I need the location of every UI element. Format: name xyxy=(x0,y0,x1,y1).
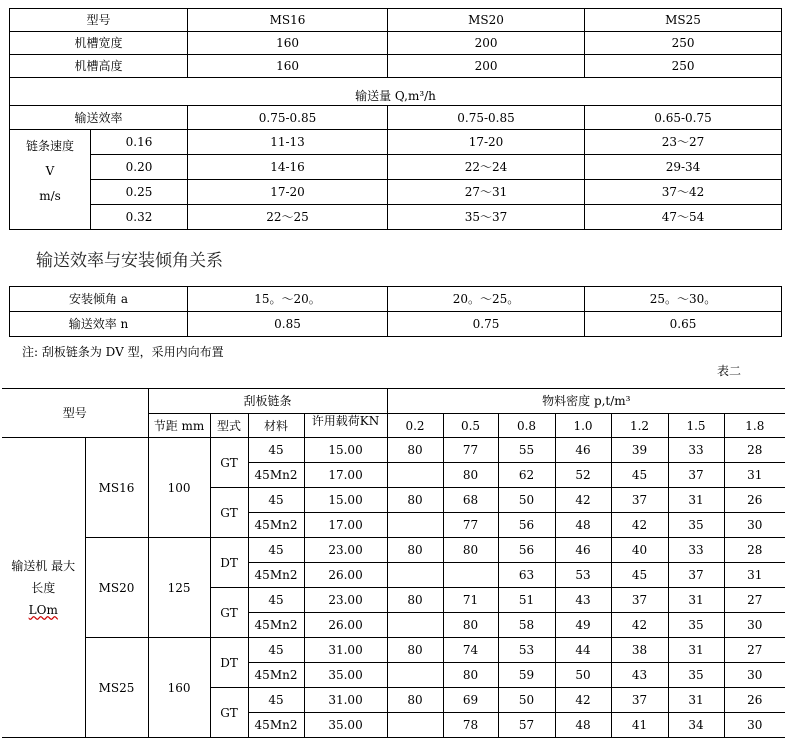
length-label-line: LOm xyxy=(28,602,58,617)
model-ms16: MS16 xyxy=(188,9,388,32)
table-row xyxy=(10,287,782,312)
length-value-cell: 46 xyxy=(555,438,611,463)
load-header: 许用载荷KN xyxy=(304,414,387,438)
length-value-cell: 74 xyxy=(443,638,498,663)
table-cell: 160 xyxy=(188,55,388,78)
table-cell: 25。～30。 xyxy=(585,287,782,312)
length-value-cell xyxy=(387,513,443,538)
table-cell: 20。～25。 xyxy=(388,287,585,312)
table-cell: 29-34 xyxy=(585,155,782,180)
length-value-cell: 80 xyxy=(443,613,498,638)
material-cell: 45Mn2 xyxy=(248,513,304,538)
table-row xyxy=(10,55,782,78)
load-cell: 31.00 xyxy=(304,688,387,713)
model-header: 型号 xyxy=(2,389,148,438)
length-value-cell: 35 xyxy=(668,613,724,638)
length-value-cell: 57 xyxy=(498,713,555,738)
length-value-cell: 37 xyxy=(611,488,668,513)
length-value-cell: 31 xyxy=(668,588,724,613)
density-col-header: 1.5 xyxy=(668,414,724,438)
type-cell: GT xyxy=(210,488,248,538)
length-value-cell: 80 xyxy=(443,538,498,563)
load-cell: 15.00 xyxy=(304,438,387,463)
load-cell: 35.00 xyxy=(304,713,387,738)
type-header: 型式 xyxy=(210,414,248,438)
length-value-cell xyxy=(387,663,443,688)
row-label: 安装倾角 a xyxy=(10,287,188,312)
length-value-cell: 34 xyxy=(668,713,724,738)
table-cell: 0.75 xyxy=(388,312,585,337)
length-value-cell: 44 xyxy=(555,638,611,663)
length-value-cell: 31 xyxy=(668,638,724,663)
length-value-cell: 33 xyxy=(668,438,724,463)
row-label: 机槽高度 xyxy=(10,55,188,78)
length-value-cell: 80 xyxy=(387,588,443,613)
table-cell: 17-20 xyxy=(388,130,585,155)
length-value-cell: 45 xyxy=(611,463,668,488)
speed-cell: 0.25 xyxy=(91,180,188,205)
table-row xyxy=(10,155,782,180)
speed-label-line: V xyxy=(45,164,55,178)
model-header: 型号 xyxy=(10,9,188,32)
length-value-cell xyxy=(387,463,443,488)
material-cell: 45Mn2 xyxy=(248,613,304,638)
length-value-cell xyxy=(443,563,498,588)
density-col-header: 0.8 xyxy=(498,414,555,438)
length-value-cell: 43 xyxy=(555,588,611,613)
model-ms25: MS25 xyxy=(585,9,782,32)
length-value-cell xyxy=(387,713,443,738)
length-value-cell: 27 xyxy=(724,588,785,613)
load-cell: 23.00 xyxy=(304,588,387,613)
length-value-cell: 37 xyxy=(668,563,724,588)
material-cell: 45Mn2 xyxy=(248,713,304,738)
length-value-cell: 35 xyxy=(668,513,724,538)
speed-cell: 0.20 xyxy=(91,155,188,180)
length-value-cell: 48 xyxy=(555,713,611,738)
length-value-cell: 77 xyxy=(443,513,498,538)
length-value-cell: 78 xyxy=(443,713,498,738)
type-cell: GT xyxy=(210,588,248,638)
length-value-cell: 48 xyxy=(555,513,611,538)
table-cell: 0.65 xyxy=(585,312,782,337)
speed-cell: 0.32 xyxy=(91,205,188,230)
length-value-cell: 68 xyxy=(443,488,498,513)
length-value-cell: 37 xyxy=(611,688,668,713)
speed-label xyxy=(10,130,91,230)
length-value-cell: 33 xyxy=(668,538,724,563)
density-col-header: 0.2 xyxy=(387,414,443,438)
length-value-cell: 41 xyxy=(611,713,668,738)
note-text: 注: 刮板链条为 DV 型，采用内向布置 xyxy=(22,345,224,359)
table-cell: 0.75-0.85 xyxy=(188,106,388,130)
material-cell: 45 xyxy=(248,438,304,463)
length-value-cell: 56 xyxy=(498,513,555,538)
type-cell: GT xyxy=(210,438,248,488)
table-row xyxy=(10,312,782,337)
table-row xyxy=(2,389,785,414)
section-title: 输送效率与安装倾角关系 xyxy=(36,251,223,271)
length-value-cell: 58 xyxy=(498,613,555,638)
length-value-cell: 45 xyxy=(611,563,668,588)
length-value-cell: 71 xyxy=(443,588,498,613)
length-value-cell: 50 xyxy=(498,488,555,513)
length-value-cell: 31 xyxy=(724,463,785,488)
length-value-cell: 80 xyxy=(443,463,498,488)
length-label xyxy=(2,438,85,738)
material-cell: 45Mn2 xyxy=(248,663,304,688)
length-value-cell: 53 xyxy=(498,638,555,663)
speed-cell: 0.16 xyxy=(91,130,188,155)
table-cell: 250 xyxy=(585,32,782,55)
length-value-cell: 50 xyxy=(498,688,555,713)
length-value-cell: 49 xyxy=(555,613,611,638)
length-value-cell: 52 xyxy=(555,463,611,488)
table-cell: 250 xyxy=(585,55,782,78)
table-cell: 22～24 xyxy=(388,155,585,180)
table-row xyxy=(10,32,782,55)
material-cell: 45 xyxy=(248,638,304,663)
density-header: 物料密度 p,t/m³ xyxy=(387,389,785,414)
table-cell: 160 xyxy=(188,32,388,55)
model-cell: MS16 xyxy=(85,438,148,538)
length-value-cell: 30 xyxy=(724,513,785,538)
table-cell: 37～42 xyxy=(585,180,782,205)
load-cell: 26.00 xyxy=(304,613,387,638)
length-value-cell: 80 xyxy=(387,688,443,713)
length-value-cell: 80 xyxy=(387,538,443,563)
density-col-header: 1.8 xyxy=(724,414,785,438)
row-label: 机槽宽度 xyxy=(10,32,188,55)
model-cell: MS20 xyxy=(85,538,148,638)
length-value-cell: 63 xyxy=(498,563,555,588)
pitch-cell: 160 xyxy=(148,638,210,738)
length-value-cell: 55 xyxy=(498,438,555,463)
length-value-cell xyxy=(387,563,443,588)
length-value-cell: 42 xyxy=(611,613,668,638)
load-cell: 17.00 xyxy=(304,513,387,538)
length-value-cell: 43 xyxy=(611,663,668,688)
material-cell: 45 xyxy=(248,588,304,613)
load-cell: 15.00 xyxy=(304,488,387,513)
table-caption: 表二 xyxy=(717,364,742,378)
length-value-cell: 26 xyxy=(724,488,785,513)
capacity-title: 输送量 Q,m³/h xyxy=(10,78,782,106)
table-row xyxy=(2,438,785,463)
load-cell: 17.00 xyxy=(304,463,387,488)
length-value-cell: 30 xyxy=(724,613,785,638)
length-value-cell: 69 xyxy=(443,688,498,713)
table-cell: 15。～20。 xyxy=(188,287,388,312)
type-cell: DT xyxy=(210,538,248,588)
length-value-cell: 38 xyxy=(611,638,668,663)
length-value-cell: 80 xyxy=(387,488,443,513)
load-cell: 31.00 xyxy=(304,638,387,663)
length-value-cell: 30 xyxy=(724,713,785,738)
model-ms20: MS20 xyxy=(388,9,585,32)
table-row xyxy=(10,9,782,32)
length-value-cell: 31 xyxy=(668,688,724,713)
load-cell: 26.00 xyxy=(304,563,387,588)
length-value-cell: 59 xyxy=(498,663,555,688)
length-value-cell: 31 xyxy=(668,488,724,513)
length-value-cell: 46 xyxy=(555,538,611,563)
length-value-cell: 35 xyxy=(668,663,724,688)
type-cell: DT xyxy=(210,638,248,688)
spec-table xyxy=(9,8,782,230)
table-cell: 11-13 xyxy=(188,130,388,155)
length-value-cell: 50 xyxy=(555,663,611,688)
length-value-cell: 40 xyxy=(611,538,668,563)
length-value-cell: 77 xyxy=(443,438,498,463)
chain-header: 刮板链条 xyxy=(148,389,387,414)
length-label-line: 输送机 最大 xyxy=(11,558,76,573)
table-cell: 0.75-0.85 xyxy=(388,106,585,130)
length-value-cell: 62 xyxy=(498,463,555,488)
table-cell: 200 xyxy=(388,32,585,55)
table-cell: 0.65-0.75 xyxy=(585,106,782,130)
length-label-line: 长度 xyxy=(31,580,56,595)
table-cell: 14-16 xyxy=(188,155,388,180)
table-cell: 200 xyxy=(388,55,585,78)
length-value-cell: 37 xyxy=(668,463,724,488)
length-value-cell: 53 xyxy=(555,563,611,588)
material-header: 材料 xyxy=(248,414,304,438)
length-value-cell: 80 xyxy=(387,438,443,463)
material-cell: 45 xyxy=(248,538,304,563)
material-cell: 45 xyxy=(248,488,304,513)
length-value-cell: 26 xyxy=(724,688,785,713)
load-cell: 23.00 xyxy=(304,538,387,563)
table-row xyxy=(2,538,785,563)
pitch-header: 节距 mm xyxy=(148,414,210,438)
table-cell: 17-20 xyxy=(188,180,388,205)
table-row xyxy=(10,130,782,155)
table-cell: 35～37 xyxy=(388,205,585,230)
table-row xyxy=(10,106,782,130)
length-value-cell xyxy=(387,613,443,638)
row-label: 输送效率 xyxy=(10,106,188,130)
length-value-cell: 28 xyxy=(724,538,785,563)
table-cell: 0.85 xyxy=(188,312,388,337)
load-cell: 35.00 xyxy=(304,663,387,688)
length-value-cell: 42 xyxy=(555,688,611,713)
length-value-cell: 42 xyxy=(555,488,611,513)
material-cell: 45 xyxy=(248,688,304,713)
table-row xyxy=(2,638,785,663)
table-row xyxy=(10,78,782,106)
length-value-cell: 80 xyxy=(443,663,498,688)
type-cell: GT xyxy=(210,688,248,738)
length-value-cell: 56 xyxy=(498,538,555,563)
table-cell: 23～27 xyxy=(585,130,782,155)
density-col-header: 1.2 xyxy=(611,414,668,438)
row-label: 输送效率 n xyxy=(10,312,188,337)
table-row xyxy=(10,180,782,205)
length-value-cell: 39 xyxy=(611,438,668,463)
density-col-header: 1.0 xyxy=(555,414,611,438)
pitch-cell: 100 xyxy=(148,438,210,538)
length-value-cell: 27 xyxy=(724,638,785,663)
length-value-cell: 42 xyxy=(611,513,668,538)
length-value-cell: 28 xyxy=(724,438,785,463)
material-cell: 45Mn2 xyxy=(248,463,304,488)
model-cell: MS25 xyxy=(85,638,148,738)
table-cell: 47～54 xyxy=(585,205,782,230)
table-cell: 27～31 xyxy=(388,180,585,205)
table-cell: 22～25 xyxy=(188,205,388,230)
speed-label-line: 链条速度 xyxy=(25,139,74,153)
length-value-cell: 80 xyxy=(387,638,443,663)
density-col-header: 0.5 xyxy=(443,414,498,438)
length-value-cell: 51 xyxy=(498,588,555,613)
pitch-cell: 125 xyxy=(148,538,210,638)
length-value-cell: 31 xyxy=(724,563,785,588)
material-cell: 45Mn2 xyxy=(248,563,304,588)
angle-table xyxy=(9,286,782,337)
table-row xyxy=(10,205,782,230)
speed-label-line: m/s xyxy=(39,189,61,203)
length-value-cell: 37 xyxy=(611,588,668,613)
length-value-cell: 30 xyxy=(724,663,785,688)
length-table xyxy=(2,388,785,738)
